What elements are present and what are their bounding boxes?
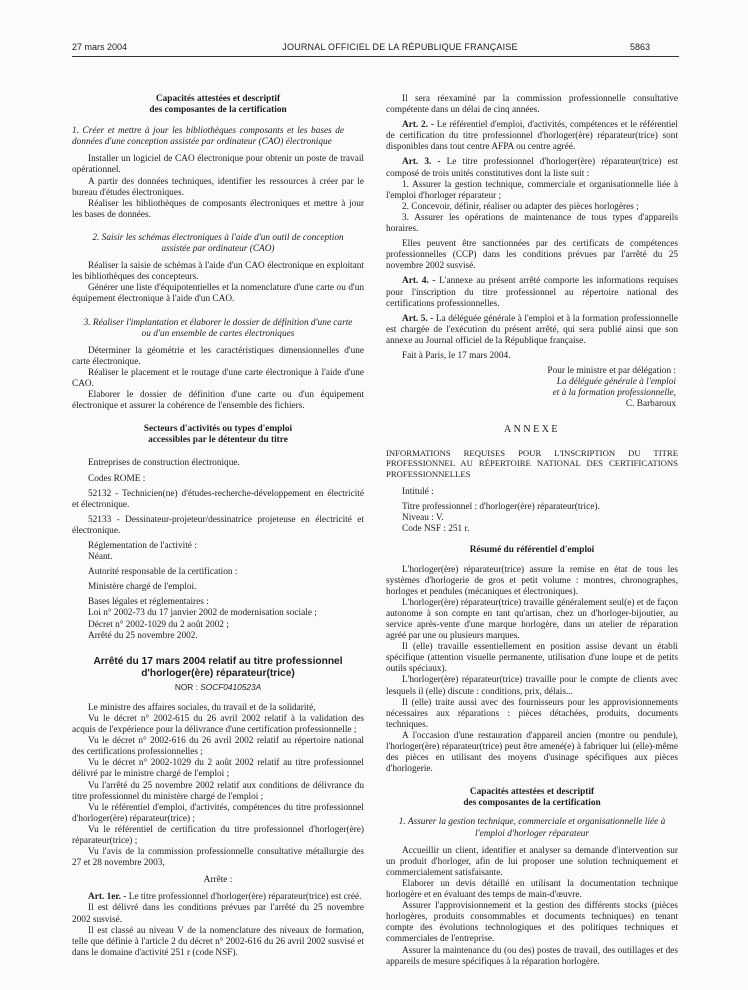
- header-date: 27 mars 2004: [72, 42, 128, 52]
- paragraph: Vu le décret n° 2002-616 du 26 avril 2002 relatif au répertoire national des certifications professionnelles ;: [72, 736, 364, 758]
- list-item: 2. Concevoir, définir, réaliser ou adapter des pièces horlogères ;: [402, 201, 639, 212]
- article-text: Le référentiel d'emploi, d'activités, compétences et le référentiel de certification du titre professionnel d'horloger(ère) réparateur(trice) sont disponibles dans tout centre AFPA ou centre agréé.: [386, 120, 678, 153]
- list-item: 1. Assurer la gestion technique, commerciale et organisationnelle liée à l'emploi d'horloger réparateur ;: [386, 179, 678, 201]
- paragraph: L'horloger(ère) réparateur(trice) assure la remise en état de tous les systèmes d'horlogerie de gros et petit volume : montres, chronographes, horloges et pendules (mécaniques et électroniques).: [386, 564, 678, 597]
- journal-title: JOURNAL OFFICIEL DE LA RÉPUBLIQUE FRANÇAISE: [282, 42, 518, 52]
- paragraph: Titre professionnel : d'horloger(ère) réparateur(trice).: [402, 502, 600, 513]
- paragraph: Niveau : V.: [402, 513, 444, 524]
- paragraph: Décret n° 2002-1029 du 2 août 2002 ;: [88, 619, 229, 630]
- paragraph: Vu le décret n° 2002-615 du 26 avril 2002 relatif à la validation des acquis de l'expérience pour la délivrance d'une certification professionnelle ;: [72, 713, 364, 736]
- paragraph: Réaliser les bibliothèques de composants électroniques et mettre à jour les bases de données.: [72, 198, 364, 220]
- item-title: 1. Créer et mettre à jour les bibliothèques composants et les bases de données d'une conception assistée par ordinateur (CAO) électronique: [72, 126, 344, 148]
- item-title: 2. Saisir les schémas électroniques à l'aide d'un outil de conception assistée par ordinateur (CAO): [92, 232, 344, 255]
- signature-place-date: Fait à Paris, le 17 mars 2004.: [402, 350, 511, 361]
- article-label: Art. 2. -: [402, 120, 434, 131]
- nor-label: NOR :: [174, 681, 198, 692]
- paragraph: Il (elle) traite aussi avec des fournisseurs pour les approvisionnements nécessaires aux réparations : pièces détachées, produits, documents techniques.: [386, 697, 678, 730]
- article: [386, 314, 678, 347]
- paragraph: Vu l'arrêté du 25 novembre 2002 relatif aux conditions de délivrance du titre professionnel du ministère chargé de l'emploi ;: [72, 780, 364, 802]
- annexe-heading: ANNEXE: [503, 424, 561, 436]
- paragraph: Entreprises de construction électronique.: [88, 458, 240, 469]
- paragraph: Il (elle) travaille essentiellement en position assise devant un établi spécifique (attention visuelle permanente, utilisation d'une loupe et de petits outils spéciaux).: [386, 642, 678, 675]
- paragraph: Ministère chargé de l'emploi.: [88, 582, 197, 593]
- paragraph: Il sera réexaminé par la commission professionnelle consultative compétente dans un délai de cinq années.: [386, 94, 678, 116]
- paragraph: Réaliser la saisie de schémas à l'aide d'un CAO électronique en exploitant les bibliothèques des concepteurs.: [72, 261, 364, 283]
- right-column: [386, 94, 678, 968]
- paragraph: Autorité responsable de la certification :: [88, 567, 238, 578]
- header-rule: [72, 56, 679, 57]
- paragraph: A partir des données techniques, identifier les ressources à créer par le bureau d'études électroniques.: [72, 176, 364, 198]
- info-heading: INFORMATIONS REQUISES POUR L'INSCRIPTION DU TITRE PROFESSIONNEL AU RÉPERTOIRE NATIONAL DES CERTIFICATIONS PROFESSIONNELLES: [386, 447, 678, 479]
- section-heading: accessibles par le détenteur du titre: [148, 435, 288, 446]
- paragraph: A l'occasion d'une restauration d'appareil ancien (montre ou pendule), l'horloger(ère) réparateur(trice) peut être amené(e) à fabriquer lui (elle)-même des pièces en utilisant des moyens d'usinage spécifiques aux pièces d'horlogerie.: [386, 730, 678, 775]
- article: [386, 120, 678, 153]
- section-heading: Résumé du référentiel d'emploi: [469, 545, 595, 556]
- article-label: Art. 4. -: [402, 276, 436, 287]
- paragraph: Générer une liste d'équipotentielles et la nomenclature d'une carte ou d'un équipement électronique à l'aide d'un CAO.: [72, 283, 364, 305]
- paragraph: Loi n° 2002-73 du 17 janvier 2002 de modernisation sociale ;: [88, 608, 317, 619]
- paragraph: Codes ROME :: [88, 473, 146, 484]
- signature-line: Pour le ministre et par délégation :: [547, 366, 676, 377]
- paragraph: Le ministre des affaires sociales, du travail et de la solidarité,: [88, 702, 316, 713]
- page-number: 5863: [630, 42, 651, 52]
- paragraph: Réaliser le placement et le routage d'une carte électronique à l'aide d'une CAO.: [72, 367, 364, 389]
- article-text: Le titre professionnel d'horloger(ère) réparateur(trice) est créé.: [128, 892, 362, 903]
- item-title: 3. Réaliser l'implantation et élaborer le dossier de définition d'une carte ou d'un ensemble de cartes électroniques: [83, 317, 353, 339]
- article-label: Art. 3. -: [402, 157, 441, 168]
- paragraph: Néant.: [88, 552, 113, 563]
- article-label: Art. 1er. -: [88, 892, 127, 903]
- article-text: Le titre professionnel d'horloger(ère) réparateur(trice) est composé de trois unités constitutives dont la liste suit :: [386, 157, 678, 179]
- article-label: Art. 5. -: [402, 313, 434, 324]
- list-item: 3. Assurer les opérations de maintenance de tous types d'appareils horaires.: [386, 212, 678, 235]
- paragraph: Intitulé :: [402, 487, 434, 498]
- paragraph: Vu le décret n° 2002-1029 du 2 août 2002 relatif au titre professionnel délivré par le ministre chargé de l'emploi ;: [72, 758, 364, 780]
- paragraph: Elles peuvent être sanctionnées par des certificats de compétences professionnelles (CCP) dans les conditions prévues par l'arrêté du 25 novembre 2002 susvisé.: [386, 239, 678, 272]
- paragraph: Elaborer le dossier de définition d'une carte ou d'un équipement électronique et assurer la cohérence de l'ensemble des fichiers.: [72, 390, 364, 412]
- left-column: [72, 94, 364, 959]
- section-heading: des composantes de la certification: [463, 798, 601, 809]
- paragraph: Réglementation de l'activité :: [88, 541, 197, 551]
- paragraph: L'horloger(ère) réparateur(trice) travaille pour le compte de clients avec lesquels il (elle) discute : conditions, prix, délais...: [386, 675, 678, 697]
- paragraph: Installer un logiciel de CAO électronique pour obtenir un poste de travail opérationnel.: [72, 154, 364, 176]
- paragraph: Vu le référentiel de certification du titre professionnel d'horloger(ère) réparateur(trice) ;: [72, 824, 364, 846]
- item-title: 1. Assurer la gestion technique, commerciale et organisationnelle liée à l'emploi d'horloger réparateur: [398, 817, 666, 839]
- nor-code: SOCF0410523A: [200, 681, 262, 692]
- paragraph: 52133 - Dessinateur-projeteur/dessinatrice projeteuse en électricité et électronique.: [72, 514, 364, 536]
- signature-line: et à la formation professionnelle,: [552, 388, 676, 399]
- paragraph: Assurer l'approvisionnement et la gestion des différents stocks (pièces horlogères, produits consommables et documents techniques) en tenant compte des évolutions technologiques et des politiques techniques et commerciales de l'entreprise.: [386, 901, 678, 945]
- section-heading: Capacités attestées et descriptif: [469, 787, 595, 798]
- paragraph: Arrêté du 25 novembre 2002.: [88, 630, 198, 641]
- article-text: L'annexe au présent arrêté comporte les informations requises pour l'inscription du titre professionnel au répertoire national des certifications professionnelles.: [386, 276, 679, 309]
- page-header: [0, 0, 748, 62]
- article: [72, 892, 364, 903]
- paragraph: Accueillir un client, identifier et analyser sa demande d'intervention sur un produit d'horloger, afin de lui proposer une solution techniquement et commercialement satisfaisante.: [386, 845, 678, 878]
- paragraph: Vu le référentiel d'emploi, d'activités, compétences du titre professionnel d'horloger(ère) réparateur(trice) ;: [72, 802, 364, 824]
- section-heading: Secteurs d'activités ou types d'emploi: [143, 424, 293, 435]
- article: [386, 157, 678, 179]
- paragraph: Il est délivré dans les conditions prévues par l'arrêté du 25 novembre 2002 susvisé.: [72, 903, 364, 925]
- paragraph: Assurer la maintenance du (ou des) postes de travail, des outillages et des appareils de mesure spécifiques à la réparation horlogère.: [386, 945, 678, 967]
- arrete-label: Arrête :: [203, 875, 233, 886]
- nor-reference: [72, 682, 364, 693]
- article-text: La déléguée générale à l'emploi et à la formation professionnelle est chargée de l'exécution du présent arrêté, qui sera publié ainsi que son annexe au Journal officiel de la République française.: [386, 313, 678, 346]
- paragraph: L'horloger(ère) réparateur(trice) travaille généralement seul(e) et de façon autonome à son compte en tant qu'artisan, chez un d'horloger-bijoutier, au service après-vente d'une marque horlogère, dans un atelier de réparation agréé par une ou plusieurs marques.: [386, 597, 678, 642]
- paragraph: Vu l'avis de la commission professionnelle consultative métallurgie des 27 et 28 novembre 2003,: [72, 847, 364, 869]
- paragraph: Il est classé au niveau V de la nomenclature des niveaux de formation, telle que définie à l'article 2 du décret n° 2002-616 du 26 avril 2002 susvisé et dans le domaine d'activité 251 r (code NSF).: [72, 925, 364, 958]
- signature-line: La déléguée générale à l'emploi: [556, 377, 676, 388]
- section-heading: des composantes de la certification: [149, 105, 287, 116]
- paragraph: Code NSF : 251 r.: [402, 524, 470, 535]
- paragraph: Bases légales et réglementaires :: [88, 597, 209, 608]
- paragraph: Elaborer un devis détaillé en utilisant la documentation technique horlogère et en évaluant des temps de main-d'œuvre.: [386, 878, 678, 901]
- signatory-name: C. Barbaroux: [625, 399, 676, 410]
- decree-title: Arrêté du 17 mars 2004 relatif au titre professionnel d'horloger(ère) réparateur(trice): [93, 655, 343, 679]
- section-heading: Capacités attestées et descriptif: [155, 94, 281, 104]
- paragraph: Déterminer la géométrie et les caractéristiques dimensionnelles d'une carte électronique.: [72, 345, 364, 367]
- paragraph: 52132 - Technicien(ne) d'études-recherche-développement en électricité et électronique.: [72, 488, 364, 510]
- article: [386, 276, 678, 309]
